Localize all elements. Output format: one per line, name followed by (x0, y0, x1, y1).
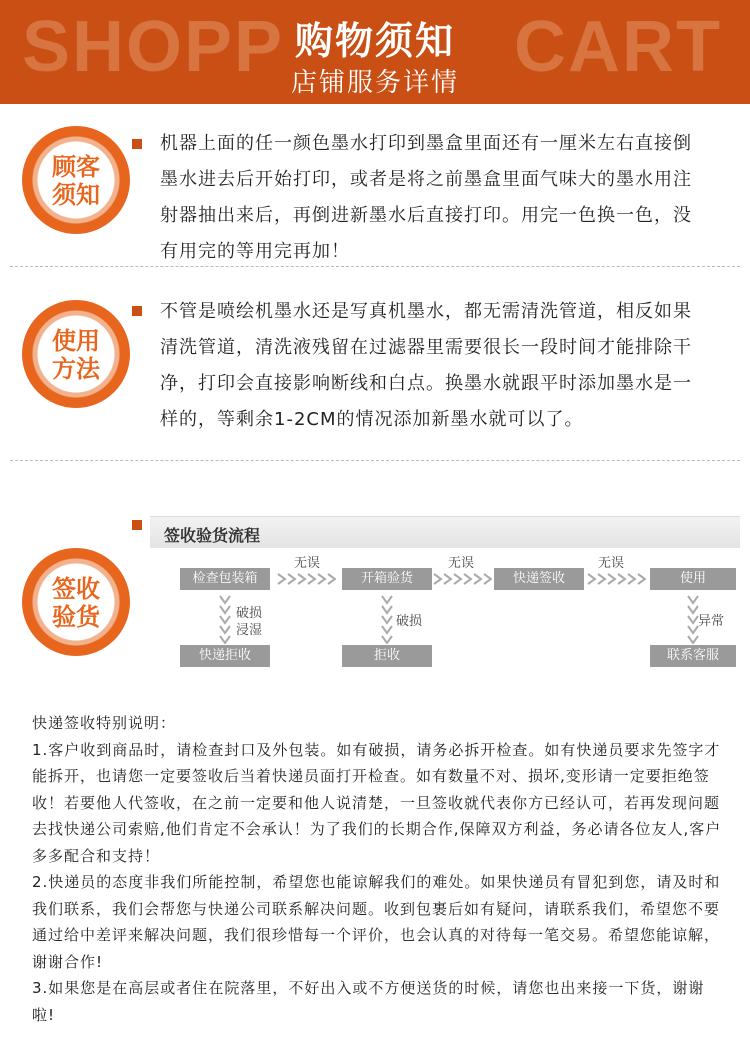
flow-label-damaged: 破损 (236, 606, 263, 621)
badge-line-1: 使用 (52, 327, 100, 355)
flow-result-contact-support: 联系客服 (650, 645, 736, 667)
notes-item-2: 2.快递员的态度非我们所能控制，希望您也能谅解我们的难处。如果快递员有冒犯到您，请及时和我们联系，我们会帮您与快递公司联系解决问题。收到包裹后如有疑问，请联系我们，希望您不要通过给中差评来解决问题，我们很珍惜每一个评价，也会认真的对待每一笔交易。希望您能谅解，谢谢合作! (32, 873, 721, 971)
flow-title-bar (150, 516, 740, 548)
notes-item-3: 3.如果您是在高层或者住在院落里，不好出入或不方便送货的时候，请您也出来接一下货，谢谢啦! (32, 979, 705, 1024)
badge-line-1: 顾客 (52, 153, 100, 181)
section-customer-notice (0, 104, 750, 266)
watermark-left: SHOPP (22, 7, 285, 87)
flow-result-courier-reject: 快递拒收 (180, 645, 270, 667)
badge-line-2: 方法 (52, 355, 100, 383)
badge-line-2: 须知 (52, 181, 100, 209)
badge-sign-inspect (22, 548, 130, 656)
bullet-icon (132, 520, 142, 530)
flow-step-use: 使用 (650, 568, 736, 590)
flow-step-courier-sign: 快递签收 (494, 568, 584, 590)
divider (10, 266, 740, 267)
notes-heading: 快递签收特别说明： (32, 714, 177, 732)
section-text: 机器上面的任一颜色墨水打印到墨盒里面还有一厘米左右直接倒墨水进去后开始打印，或者是将之前墨盒里面气味大的墨水用注射器抽出来后，再倒进新墨水后直接打印。用完一色换一色，没有用完的等用完再加！ (160, 133, 692, 262)
flow-step-open-inspect: 开箱验货 (342, 568, 432, 590)
badge-line-1: 签收 (52, 575, 100, 603)
down-arrow-icon (218, 594, 232, 644)
section-text: 不管是喷绘机墨水还是写真机墨水，都无需清洗管道，相反如果清洗管道，清洗液残留在过滤器里需要很长一段时间才能排除干净，打印会直接影响断线和白点。换墨水就跟平时添加墨水是一样的，等剩余1-2CM的情况添加新墨水就可以了。 (160, 301, 692, 430)
page-subtitle: 店铺服务详情 (290, 68, 459, 98)
notes-item-1: 1.客户收到商品时，请检查封口及外包装。如有破损，请务必拆开检查。如有快递员要求先签字才能拆开，也请您一定要签收后当着快递员面打开检查。如有数量不对、损坏,变形请一定要拒绝签收！若要他人代签收，在之前一定要和他人说清楚，一旦签收就代表你方已经认可，若再发现问题去找快递公司索赔,他们肯定不会承认！为了我们的长期合作,保障双方利益，务必请各位友人,客户多多配合和支持！ (32, 740, 722, 865)
badge-line-2: 验货 (52, 603, 100, 631)
flow-label-wet: 浸湿 (236, 623, 263, 638)
page-header (0, 0, 750, 104)
badge-customer-notice (22, 126, 130, 234)
page-title: 购物须知 (294, 19, 455, 63)
flow-label-ok: 无误 (448, 556, 475, 571)
flow-step-check-package: 检查包装箱 (180, 568, 270, 590)
right-arrow-icon (432, 572, 492, 586)
bullet-icon (132, 306, 142, 316)
right-arrow-icon (276, 572, 336, 586)
flow-label-abnormal: 异常 (698, 614, 725, 629)
flow-title: 签收验货流程 (164, 526, 261, 545)
flow-result-reject: 拒收 (342, 645, 432, 667)
right-arrow-icon (586, 572, 646, 586)
section-usage-method (0, 280, 750, 460)
bullet-icon (132, 139, 142, 149)
badge-usage-method (22, 300, 130, 408)
flow-label-ok: 无误 (294, 556, 321, 571)
watermark-right: CART (514, 7, 722, 87)
flow-label-ok: 无误 (598, 556, 625, 571)
flow-label-damaged: 破损 (396, 614, 423, 629)
down-arrow-icon (380, 594, 394, 644)
courier-notes (32, 710, 724, 1028)
